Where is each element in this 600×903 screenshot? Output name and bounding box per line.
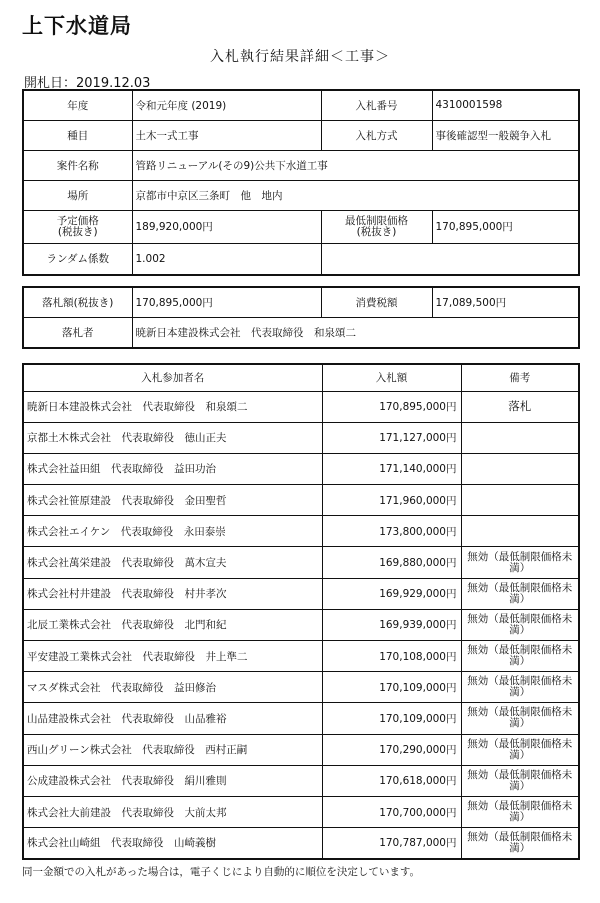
- bidder-name: 北辰工業株式会社 代表取締役 北門和紀: [23, 609, 322, 640]
- bid-amount: 171,127,000円: [322, 422, 461, 453]
- bid-amount: 169,929,000円: [322, 578, 461, 609]
- bidder-name: 平安建設工業株式会社 代表取締役 井上準二: [23, 641, 322, 672]
- tax-value: 17,089,500円: [432, 287, 579, 317]
- winner-value: 暁新日本建設株式会社 代表取締役 和泉頌二: [132, 317, 579, 348]
- col-header-amount: 入札額: [322, 364, 461, 391]
- table-row: [23, 422, 579, 453]
- table-row: [23, 391, 579, 422]
- bid-amount: 170,109,000円: [322, 672, 461, 703]
- bid-note: 無効（最低制限価格未満）: [461, 765, 579, 796]
- bid-note: 無効（最低制限価格未満）: [461, 734, 579, 765]
- est-price-label: [23, 210, 132, 243]
- method-value: 事後確認型一般競争入札: [432, 120, 579, 150]
- bid-amount: 170,108,000円: [322, 641, 461, 672]
- bid-note: [461, 485, 579, 516]
- location-label: 場所: [23, 180, 132, 210]
- table-row: [23, 453, 579, 484]
- bid-note: [461, 422, 579, 453]
- bidder-name: 株式会社村井建設 代表取締役 村井孝次: [23, 578, 322, 609]
- bid-note: 無効（最低制限価格未満）: [461, 641, 579, 672]
- info-row-year: [23, 90, 579, 120]
- table-row: [23, 485, 579, 516]
- project-value: 管路リニューアル(その9)公共下水道工事: [132, 150, 579, 180]
- bid-amount: 170,700,000円: [322, 796, 461, 827]
- bid-amount: 169,939,000円: [322, 609, 461, 640]
- bid-amount: 173,800,000円: [322, 516, 461, 547]
- bid-amount: 171,140,000円: [322, 453, 461, 484]
- bid-amount: 170,290,000円: [322, 734, 461, 765]
- min-price-label: [321, 210, 432, 243]
- method-label: 入札方式: [321, 120, 432, 150]
- bidder-name: 公成建設株式会社 代表取締役 絹川雅則: [23, 765, 322, 796]
- random-value: 1.002: [132, 243, 321, 275]
- award-amount-value: 170,895,000円: [132, 287, 321, 317]
- col-header-note: 備考: [461, 364, 579, 391]
- bid-note: 無効（最低制限価格未満）: [461, 796, 579, 827]
- category-label: 種目: [23, 120, 132, 150]
- award-amount-label: 落札額(税抜き): [23, 287, 132, 317]
- bidder-name: 株式会社大前建設 代表取締役 大前太邦: [23, 796, 322, 827]
- bidders-table: [22, 363, 580, 860]
- bidder-name: 西山グリーン株式会社 代表取締役 西村正嗣: [23, 734, 322, 765]
- table-row: [23, 828, 579, 859]
- bid-note: 無効（最低制限価格未満）: [461, 672, 579, 703]
- bid-amount: 169,880,000円: [322, 547, 461, 578]
- tax-label: 消費税額: [321, 287, 432, 317]
- bid-amount: 170,895,000円: [322, 391, 461, 422]
- min-price-label-line1: 最低制限価格: [345, 214, 408, 227]
- info-row-category: [23, 120, 579, 150]
- location-value: 京都市中京区三条町 他 地内: [132, 180, 579, 210]
- info-row-random: [23, 243, 579, 275]
- table-row: [23, 734, 579, 765]
- bidder-name: 株式会社山崎組 代表取締役 山崎義樹: [23, 828, 322, 859]
- bid-amount: 171,960,000円: [322, 485, 461, 516]
- bid-amount: 170,787,000円: [322, 828, 461, 859]
- table-row: [23, 578, 579, 609]
- bidder-name: 株式会社萬栄建設 代表取締役 萬木宣夫: [23, 547, 322, 578]
- est-price-value: 189,920,000円: [132, 210, 321, 243]
- winner-label: 落札者: [23, 317, 132, 348]
- random-label: ランダム係数: [23, 243, 132, 275]
- bidder-name: 山品建設株式会社 代表取締役 山品雅裕: [23, 703, 322, 734]
- bid-note: [461, 516, 579, 547]
- info-table: [22, 89, 580, 276]
- table-row: [23, 765, 579, 796]
- bidders-header-row: [23, 364, 579, 391]
- min-price-label-line2: (税抜き): [356, 225, 397, 238]
- est-price-label-line2: (税抜き): [57, 225, 98, 238]
- table-row: [23, 516, 579, 547]
- info-row-prices: [23, 210, 579, 243]
- bid-no-label: 入札番号: [321, 90, 432, 120]
- bidder-name: マスダ株式会社 代表取締役 益田修治: [23, 672, 322, 703]
- bidder-name: 株式会社益田組 代表取締役 益田功治: [23, 453, 322, 484]
- project-label: 案件名称: [23, 150, 132, 180]
- bid-note: 落札: [461, 391, 579, 422]
- table-row: [23, 547, 579, 578]
- bidder-name: 株式会社エイケン 代表取締役 永田泰崇: [23, 516, 322, 547]
- min-price-value: 170,895,000円: [432, 210, 579, 243]
- bid-note: 無効（最低制限価格未満）: [461, 703, 579, 734]
- bid-note: [461, 453, 579, 484]
- footer-note: 同一金額での入札があった場合は，電子くじにより自動的に順位を決定しています。: [22, 866, 421, 878]
- info-blank: [321, 243, 579, 275]
- bid-note: 無効（最低制限価格未満）: [461, 828, 579, 859]
- bidders-body: [23, 391, 579, 859]
- table-row: [23, 609, 579, 640]
- bidder-name: 京都土木株式会社 代表取締役 徳山正夫: [23, 422, 322, 453]
- bid-no-value: 4310001598: [432, 90, 579, 120]
- open-date: 開札日：2019.12.03: [24, 76, 151, 91]
- bid-amount: 170,109,000円: [322, 703, 461, 734]
- award-table: [22, 286, 580, 349]
- table-row: [23, 641, 579, 672]
- bid-note: 無効（最低制限価格未満）: [461, 547, 579, 578]
- award-row-winner: [23, 317, 579, 348]
- table-row: [23, 796, 579, 827]
- table-row: [23, 672, 579, 703]
- est-price-label-line1: 予定価格: [56, 214, 99, 227]
- award-row-amount: [23, 287, 579, 317]
- org-name: 上下水道局: [22, 14, 132, 38]
- bid-note: 無効（最低制限価格未満）: [461, 609, 579, 640]
- bid-amount: 170,618,000円: [322, 765, 461, 796]
- year-label: 年度: [23, 90, 132, 120]
- table-row: [23, 703, 579, 734]
- category-value: 土木一式工事: [132, 120, 321, 150]
- info-row-location: [23, 180, 579, 210]
- page-title: 入札執行結果詳細＜工事＞: [210, 49, 390, 65]
- bid-note: 無効（最低制限価格未満）: [461, 578, 579, 609]
- bidder-name: 株式会社笹原建設 代表取締役 金田聖哲: [23, 485, 322, 516]
- bidder-name: 暁新日本建設株式会社 代表取締役 和泉頌二: [23, 391, 322, 422]
- year-value: 令和元年度 (2019): [132, 90, 321, 120]
- info-row-project: [23, 150, 579, 180]
- col-header-name: 入札参加者名: [23, 364, 322, 391]
